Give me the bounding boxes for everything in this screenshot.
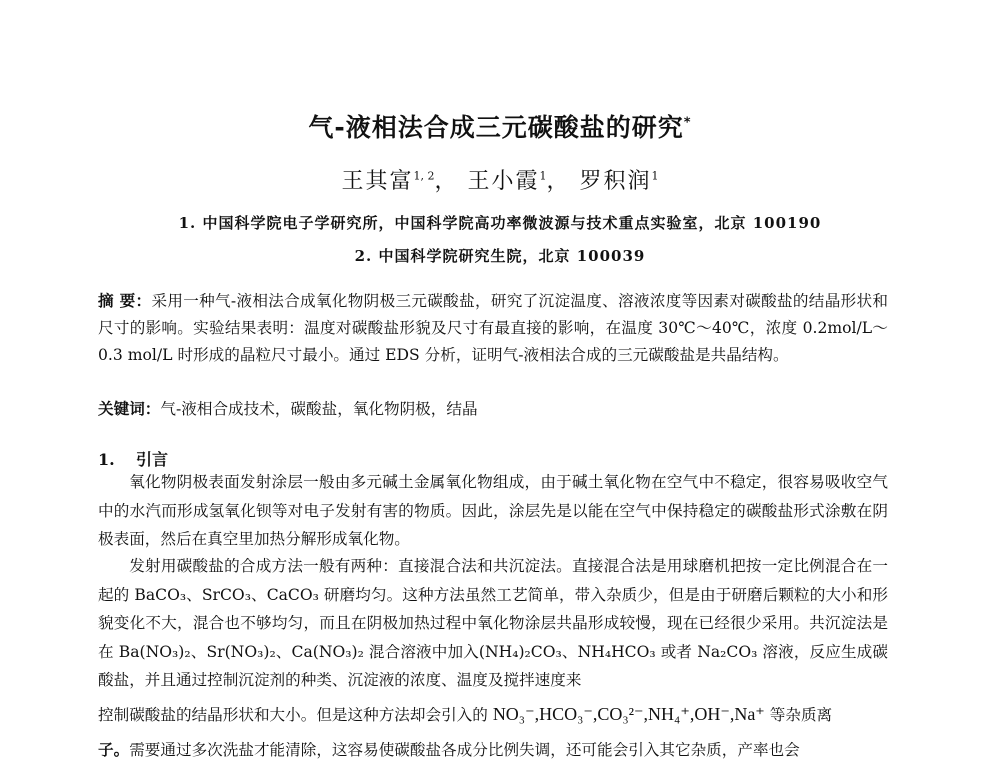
section-title: 引言	[136, 450, 169, 469]
affiliation-1: 1. 中国科学院电子学研究所，中国科学院高功率微波源与技术重点实验室，北京 100190	[178, 214, 822, 232]
author-affiliation-mark: 1, 2	[413, 169, 435, 183]
author-name: 王小霞	[467, 169, 540, 194]
abstract-text: 采用一种气-液相法合成氧化物阴极三元碳酸盐，研究了沉淀温度、溶液浓度等因素对碳酸盐的结晶形状和尺寸的影响。实验结果表明：温度对碳酸盐形貌及尺寸有最直接的影响，在温度 30℃～40℃，浓度 0.2mol/L～0.3 mol/L 时形成的晶粒尺寸最小。通过 EDS 分析，证明气-液相法合成的三元碳酸盐是共晶结构。	[98, 292, 888, 364]
title-footnote-mark: *	[683, 115, 692, 131]
intro-paragraph-2: 发射用碳酸盐的合成方法一般有两种：直接混合法和共沉淀法。直接混合法是用球磨机把按一定比例混合在一起的 BaCO₃、SrCO₃、CaCO₃ 研磨均匀。这种方法虽然工艺简单，带入杂质少，但是由于研磨后颗粒的大小和形貌变化不大，混合也不够均匀，而且在阴极加热过程中氧化物涂层共晶形成较慢，现在已经很少采用。共沉淀法是在 Ba(NO₃)₂、Sr(NO₃)₂、Ca(NO₃)₂ 混合溶液中加入(NH₄)₂CO₃、NH₄HCO₃ 或者 Na₂CO₃ 溶液，反应生成碳酸盐，并且通过控制沉淀剂的种类、沉淀液的浓度、温度及搅拌速度来	[98, 557, 888, 689]
author-separator: ，	[434, 169, 459, 194]
keywords	[98, 395, 888, 423]
keywords-text: 气-液相合成技术，碳酸盐，氧化物阴极，结晶	[160, 400, 478, 418]
impurity-ions: NO₃⁻,HCO₃⁻,CO₃²⁻,NH₄⁺,OH⁻,Na⁺	[492, 704, 765, 724]
author-name: 罗积润	[579, 169, 652, 194]
affiliation-2: 2. 中国科学院研究生院，北京 100039	[354, 247, 646, 265]
author-affiliation-mark: 1	[651, 169, 659, 183]
paper-title	[0, 108, 1000, 144]
author-name: 王其富	[341, 169, 414, 194]
truncated-line-lead: 子。	[98, 740, 130, 759]
chem-line-text-before: 控制碳酸盐的结晶形状和大小。但是这种方法却会引入的	[98, 706, 493, 724]
abstract-label: 摘 要：	[98, 291, 152, 310]
section-number: 1.	[98, 450, 115, 469]
truncated-line-text: 需要通过多次洗盐才能清除，这容易使碳酸盐各成分比例失调，还可能会引入其它杂质，产率也会	[129, 741, 800, 759]
keywords-label: 关键词：	[98, 399, 161, 418]
author-list	[0, 164, 1000, 195]
chem-line-text-after: 等杂质离	[764, 706, 833, 724]
title-text: 气-液相法合成三元碳酸盐的研究	[308, 113, 684, 142]
author-separator: ，	[546, 169, 571, 194]
chemistry-line	[98, 700, 888, 729]
section-heading	[98, 447, 168, 470]
author-affiliation-mark: 1	[539, 169, 547, 183]
abstract	[98, 287, 888, 369]
intro-paragraph-1: 氧化物阴极表面发射涂层一般由多元碱土金属氧化物组成，由于碱土氧化物在空气中不稳定，很容易吸收空气中的水汽而形成氢氧化钡等对电子发射有害的物质。因此，涂层先是以能在空气中保持稳定的碳酸盐形式涂敷在阴极表面，然后在真空里加热分解形成氧化物。	[98, 473, 888, 548]
